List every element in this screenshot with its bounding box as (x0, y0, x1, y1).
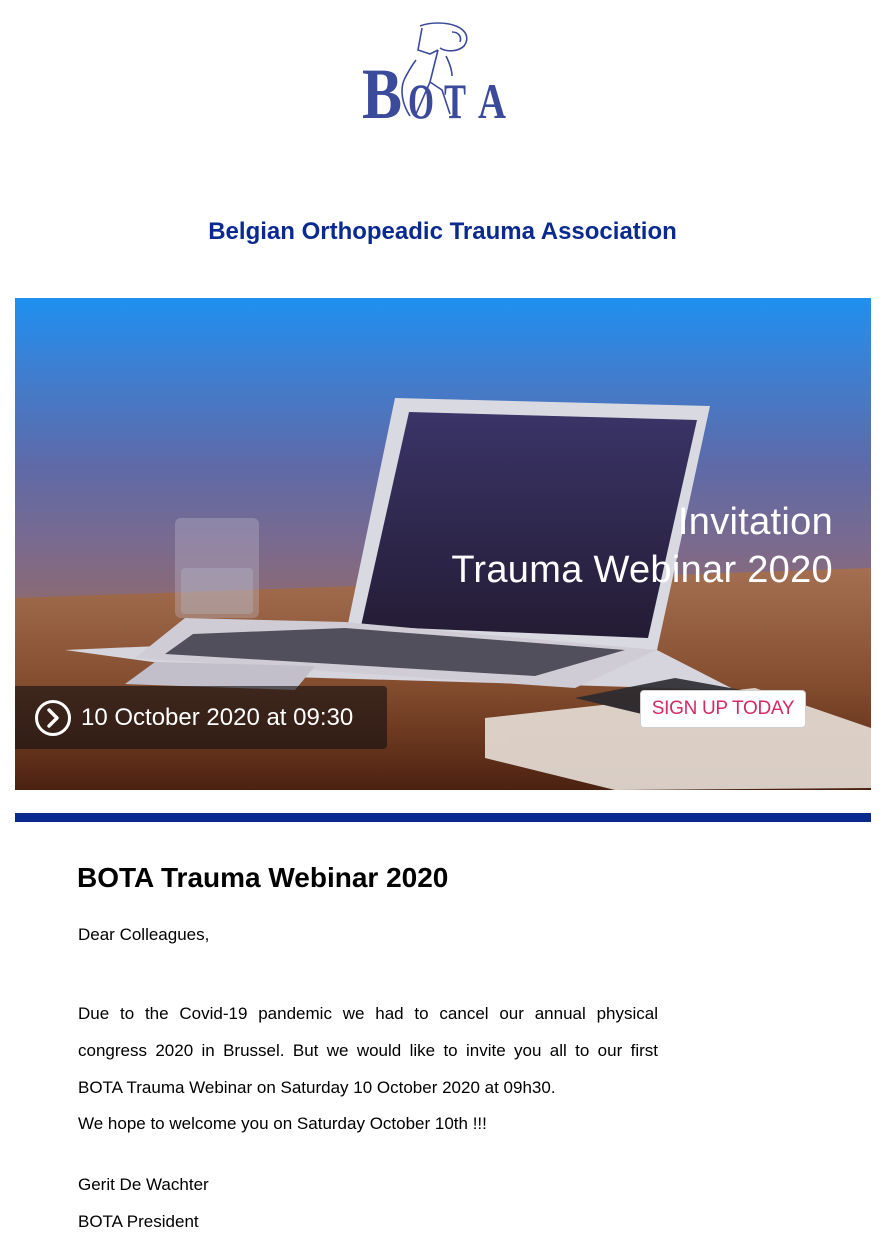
svg-text:O: O (408, 73, 434, 124)
event-date-box (15, 686, 387, 749)
invitation-paragraph (78, 995, 658, 1142)
chevron-circle-right-icon (34, 699, 72, 737)
email-body (77, 858, 658, 1231)
svg-text:T: T (444, 73, 466, 124)
bota-logo-graphic (360, 20, 512, 124)
water-glass-icon (175, 518, 259, 618)
paragraph-line: Due to the Covid-19 pandemic we had to cancel our annual physical (78, 1004, 658, 1023)
paragraph-line: We hope to welcome you on Saturday October 10th !!! (78, 1114, 487, 1133)
hero-title (451, 498, 833, 594)
hero-title-line2: Trauma Webinar 2020 (451, 549, 833, 591)
event-date-text: 10 October 2020 at 09:30 (81, 703, 354, 731)
paragraph-line: congress 2020 in Brussel. But we would like to invite you all to our first (78, 1041, 658, 1060)
content-heading: BOTA Trauma Webinar 2020 (77, 862, 449, 893)
signature-title: BOTA President (78, 1212, 199, 1231)
signature-name: Gerit De Wachter (78, 1175, 209, 1194)
sign-up-button[interactable]: SIGN UP TODAY (640, 690, 806, 728)
svg-text:A: A (478, 73, 506, 124)
paragraph-line: BOTA Trauma Webinar on Saturday 10 October 2020 at 09h30. (78, 1078, 556, 1097)
organization-name: Belgian Orthopeadic Trauma Association (208, 218, 677, 245)
hero-title-line1: Invitation (677, 501, 833, 543)
hero-banner (15, 298, 871, 790)
salutation: Dear Colleagues, (78, 925, 210, 944)
svg-text:B: B (362, 54, 402, 124)
bota-logo (360, 20, 512, 124)
divider (15, 813, 871, 822)
